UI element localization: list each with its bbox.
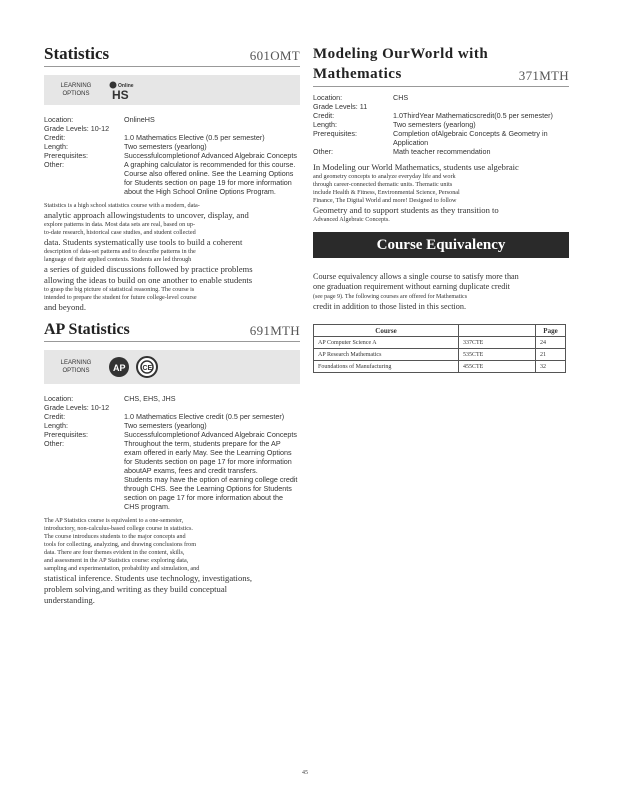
learning-options-label: LEARNING OPTIONS	[60, 83, 92, 97]
info-row	[44, 151, 300, 160]
info-label: Other:	[44, 160, 64, 169]
info-row	[44, 115, 300, 124]
learning-options-box	[44, 75, 300, 105]
course-title: AP Statistics	[44, 321, 130, 338]
description-line: The course introduces students to the major concepts and	[44, 533, 186, 540]
description-line: statistical inference. Students use technology, investigations,	[44, 573, 253, 583]
description-line: intended to prepare the student for future college-level course	[44, 294, 197, 301]
info-row	[313, 93, 569, 102]
info-label: Prerequisites:	[44, 430, 88, 439]
modeling-header	[313, 44, 569, 87]
info-value: OnlineHS	[124, 115, 155, 124]
description-line: problem solving,and writing as they build conceptual	[44, 584, 228, 594]
info-value	[124, 124, 300, 133]
info-label: Length:	[44, 142, 68, 151]
info-row	[44, 439, 300, 511]
intro-line: Course equivalency allows a single course to satisfy more than	[313, 272, 519, 281]
description-line: include Health & Fitness, Environmental Science, Personal	[313, 189, 460, 196]
table-cell: Foundations of Manufacturing	[314, 361, 459, 373]
info-label: Grade Levels: 10-12	[44, 124, 110, 133]
info-row	[44, 412, 300, 421]
description-line: The AP Statistics course is equivalent to a one-semester,	[44, 517, 184, 524]
info-row	[313, 120, 569, 129]
table-cell: AP Computer Science A	[314, 337, 459, 349]
info-value: Math teacher recommendation	[393, 147, 491, 156]
description-line: introductory, non-calculus-based college course in statistics.	[44, 525, 193, 532]
info-row	[313, 111, 569, 120]
info-value: Successfulcompletionof Advanced Algebraic Concepts	[124, 430, 298, 439]
table-cell: AP Research Mathematics	[314, 349, 459, 361]
ap-logo-icon	[108, 356, 130, 378]
course-title-line1: Modeling OurWorld with	[313, 46, 489, 62]
description-line: description of data-set patterns and to describe patterns in the	[44, 248, 196, 255]
description-line: through career-connected thematic units. Thematic units	[313, 181, 453, 188]
info-row	[44, 403, 300, 412]
info-row	[44, 160, 300, 196]
info-row	[44, 394, 300, 403]
description-line: and geometry concepts to analyze everyday life and work	[313, 173, 456, 180]
left-column	[44, 44, 300, 606]
info-label: Other:	[44, 439, 64, 448]
description-line: Finance, The Digital World and more! Designed to follow	[313, 197, 457, 204]
info-label: Credit:	[44, 133, 66, 142]
info-value: 1.0ThirdYear Mathematicscredit(0.5 per semester)	[393, 111, 553, 120]
description-line: data. There are four themes evident in the content, skills,	[44, 549, 185, 556]
info-row	[44, 421, 300, 430]
info-label: Length:	[44, 421, 68, 430]
description-line: tools for collecting, analyzing, and drawing conclusions from	[44, 541, 197, 548]
course-title-line2: Mathematics	[313, 66, 402, 82]
course-equivalency-table	[313, 324, 566, 373]
description-line: and assessment in the AP Statistics course: exploring data,	[44, 557, 189, 564]
info-label: Length:	[313, 120, 337, 129]
statistics-info	[44, 115, 300, 196]
table-row	[314, 349, 566, 361]
info-value: Two semesters (yearlong)	[393, 120, 476, 129]
table-cell: 337CTE	[459, 337, 536, 349]
info-label: Other:	[313, 147, 333, 156]
info-label: Credit:	[313, 111, 335, 120]
info-row	[44, 133, 300, 142]
table-row	[314, 337, 566, 349]
svg-text:AP: AP	[113, 363, 126, 373]
column-header-course: Course	[314, 325, 459, 337]
svg-text:HS: HS	[112, 88, 129, 100]
description-line: to grasp the big picture of statistical reasoning. The course is	[44, 286, 195, 293]
info-label: Credit:	[44, 412, 66, 421]
college-credit-logo-icon	[136, 356, 158, 378]
description-line: allowing the ideas to build on one another to enable students	[44, 275, 253, 285]
table-cell: 21	[536, 349, 566, 361]
intro-line: credit in addition to those listed in this section.	[313, 302, 467, 311]
description-line: and beyond.	[44, 302, 87, 312]
info-value: Two semesters (yearlong)	[124, 421, 207, 430]
course-equivalency-heading: Course Equivalency	[313, 232, 569, 258]
info-row	[44, 142, 300, 151]
info-value: CHS	[393, 93, 409, 102]
learning-options-label: LEARNING OPTIONS	[60, 360, 92, 374]
info-value: 1.0 Mathematics Elective (0.5 per semester)	[124, 133, 265, 142]
intro-line: (see page 9). The following courses are offered for Mathematics	[313, 294, 468, 300]
info-value: 1.0 Mathematics Elective credit (0.5 per semester)	[124, 412, 285, 421]
info-row	[44, 430, 300, 439]
info-value: CHS, EHS, JHS	[124, 394, 176, 403]
info-label: Grade Levels: 11	[313, 102, 368, 111]
description-line: analytic approach allowingstudents to uncover, display, and	[44, 210, 249, 220]
statistics-header	[44, 44, 300, 67]
info-value	[393, 102, 569, 111]
right-column	[313, 44, 569, 373]
column-header-code	[459, 325, 536, 337]
info-row	[313, 147, 569, 156]
table-header-row	[314, 325, 566, 337]
description-line: Statistics is a high school statistics course with a modern, data-	[44, 202, 200, 209]
onlinehs-logo-icon	[108, 80, 138, 100]
info-value	[124, 403, 300, 412]
table-cell: 24	[536, 337, 566, 349]
ap-statistics-info	[44, 394, 300, 511]
info-label: Prerequisites:	[313, 129, 357, 138]
table-cell: 535CTE	[459, 349, 536, 361]
description-line: to-date research, historical case studies, and student collected	[44, 229, 196, 236]
statistics-description	[44, 202, 300, 313]
course-title	[313, 44, 488, 84]
info-label: Grade Levels: 10-12	[44, 403, 110, 412]
intro-line: one graduation requirement without earning duplicate credit	[313, 282, 510, 291]
description-line: understanding.	[44, 595, 95, 605]
info-row	[313, 102, 569, 111]
description-line: Advanced Algebraic Concepts.	[313, 216, 390, 223]
column-header-page: Page	[536, 325, 566, 337]
info-value: Completion ofAlgebraic Concepts & Geometry in Application	[393, 129, 548, 147]
modeling-info	[313, 93, 569, 156]
description-line: explore patterns in data. Most data sets are real, based on up-	[44, 221, 196, 228]
description-line: In Modeling our World Mathematics, students use algebraic	[313, 162, 519, 172]
info-value: A graphing calculator is recommended for this course. Course also offered online. See the Learning Options for Students section on page 19 for more information about the High School Online Options Program.	[124, 160, 296, 196]
description-line: Geometry and to support students as they transition to	[313, 205, 499, 215]
description-line: data. Students systematically use tools to build a coherent	[44, 237, 243, 247]
info-row	[44, 124, 300, 133]
ap-statistics-description	[44, 517, 300, 606]
info-row	[313, 129, 569, 147]
svg-text:Online: Online	[118, 83, 134, 89]
description-line: language of their applied contexts. Students are led through	[44, 256, 192, 263]
description-line: a series of guided discussions followed by practice problems	[44, 264, 253, 274]
info-value: Two semesters (yearlong)	[124, 142, 207, 151]
svg-text:CE: CE	[142, 365, 153, 372]
info-label: Location:	[44, 394, 74, 403]
course-code: 601OMT	[249, 48, 300, 63]
course-code: 371MTH	[518, 68, 569, 83]
table-cell: 32	[536, 361, 566, 373]
info-label: Prerequisites:	[44, 151, 88, 160]
page-number: 45	[302, 770, 308, 776]
description-line: sampling and experimentation, probability and simulation, and	[44, 565, 200, 572]
info-value: Throughout the term, students prepare for the AP exam offered in early May. See the Learning Options for Students section on page 17 for more information aboutAP exams, fees and credit transfers. Students may have the option of earning college credit through CHS. See the Learning Options for Students section on page 17 for more information about the CHS program.	[124, 439, 298, 511]
learning-options-box	[44, 350, 300, 384]
course-equivalency-intro	[313, 272, 569, 312]
course-title: Statistics	[44, 44, 110, 63]
ap-statistics-header	[44, 321, 300, 342]
modeling-description	[313, 162, 569, 224]
info-value: Successfulcompletionof Advanced Algebraic Concepts	[124, 151, 298, 160]
info-label: Location:	[44, 115, 74, 124]
course-code: 691MTH	[249, 323, 300, 338]
info-label: Location:	[313, 93, 343, 102]
table-row	[314, 361, 566, 373]
table-cell: 455CTE	[459, 361, 536, 373]
